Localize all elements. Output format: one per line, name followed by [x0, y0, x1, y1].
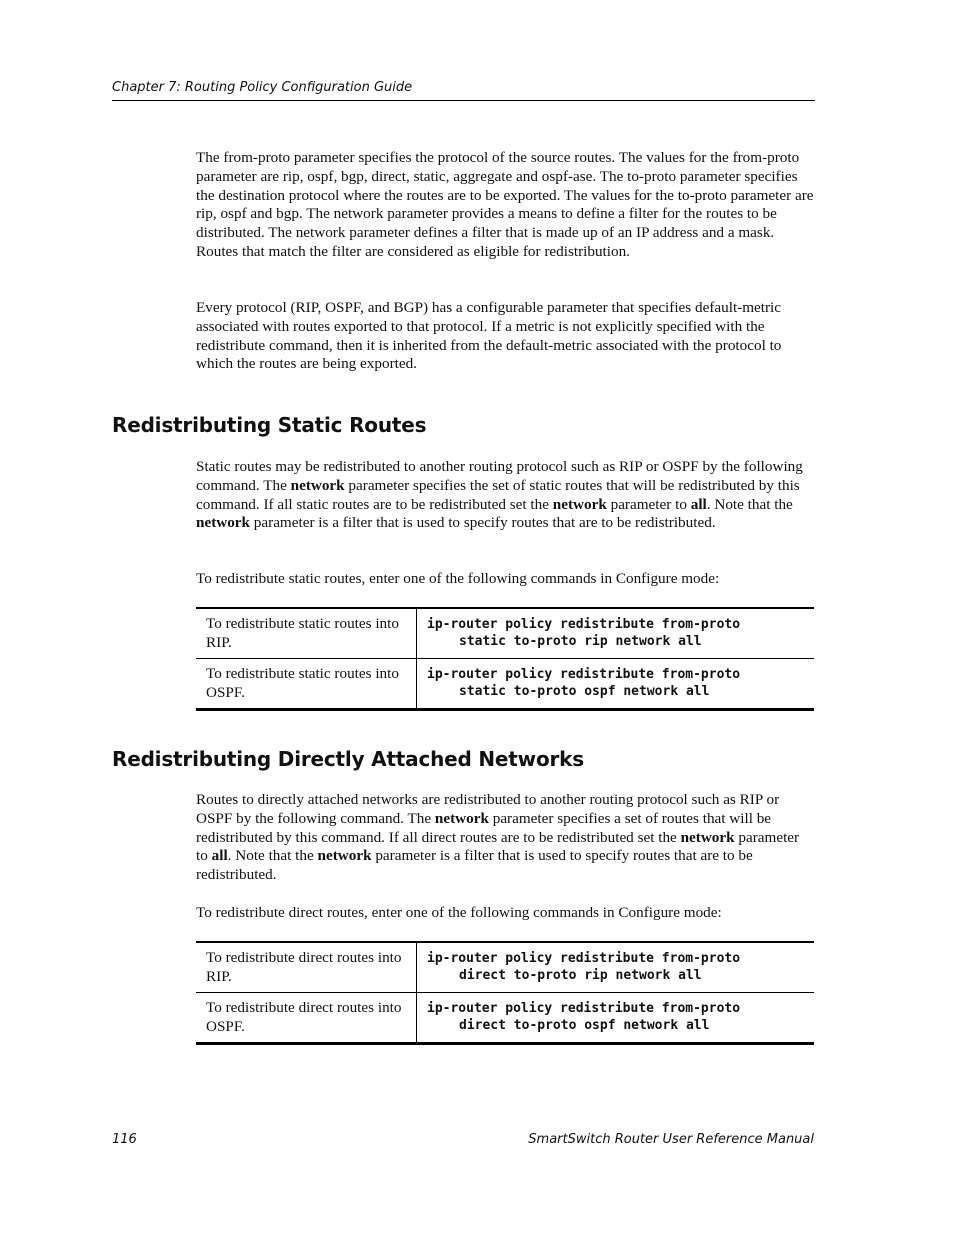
- running-header: Chapter 7: Routing Policy Configuration Guide: [112, 80, 413, 95]
- command-text: ip-router policy redistribute from-proto direct to-proto rip network all: [427, 951, 741, 983]
- table-row: [196, 942, 814, 993]
- section-heading-direct: Redistributing Directly Attached Networks: [112, 747, 584, 771]
- intro-paragraph-1: The from-proto parameter specifies the protocol of the source routes. The values for the from-proto parameter are rip, ospf, bgp, direct, static, aggregate and ospf-ase. The to-proto parameter specifies the destination protocol where the routes are to be exported. The values for the to-proto parameter are rip, ospf and bgp. The network parameter provides a means to define a filter for the routes to be distributed. The network parameter defines a filter that is made up of an IP address and a mask. Routes that match the filter are considered as eligible for redistribution.: [196, 149, 814, 260]
- table-row: [196, 993, 814, 1044]
- table-row: [196, 608, 814, 659]
- command-description: To redistribute direct routes into OSPF.: [196, 993, 417, 1044]
- keyword-network: network: [552, 495, 607, 513]
- keyword-network: network: [196, 514, 250, 532]
- command-description: To redistribute static routes into OSPF.: [196, 659, 417, 710]
- keyword-all: all: [211, 847, 228, 865]
- page-number: 116: [112, 1132, 137, 1147]
- intro-paragraph-2: Every protocol (RIP, OSPF, and BGP) has a configurable parameter that specifies default-metric associated with routes exported to that protocol. If a metric is not explicitly specified with the redistribute command, then it is inherited from the default-metric associated with the protocol to which the routes are being exported.: [196, 299, 782, 373]
- keyword-all: all: [690, 495, 707, 513]
- keyword-network: network: [434, 809, 489, 827]
- static-paragraph-1: Static routes may be redistributed to another routing protocol such as RIP or OSPF by the following command. The network parameter specifies the set of static routes that will be redistributed by this command. If all static routes are to be redistributed set the network parameter to all. Note that the network parameter is a filter that is used to specify routes that are to be redistributed.: [196, 458, 803, 532]
- direct-paragraph-2: To redistribute direct routes, enter one of the following commands in Configure mode:: [196, 904, 722, 921]
- table-row: [196, 659, 814, 710]
- keyword-network: network: [680, 828, 735, 846]
- command-text: ip-router policy redistribute from-proto static to-proto rip network all: [427, 617, 741, 649]
- keyword-network: network: [290, 476, 345, 494]
- command-text: ip-router policy redistribute from-proto direct to-proto ospf network all: [417, 993, 815, 1044]
- header-rule: [112, 100, 815, 101]
- static-routes-command-table: [196, 607, 814, 711]
- section-heading-static: Redistributing Static Routes: [112, 413, 427, 437]
- direct-paragraph-1: Routes to directly attached networks are redistributed to another routing protocol such as RIP or OSPF by the following command. The network parameter specifies a set of routes that will be redistributed by this command. If all direct routes are to be redistributed set the network parameter to all. Note that the network parameter is a filter that is used to specify routes that are to be redistributed.: [196, 791, 800, 884]
- manual-title: SmartSwitch Router User Reference Manual: [528, 1132, 814, 1147]
- static-paragraph-2: To redistribute static routes, enter one of the following commands in Configure mode:: [196, 570, 720, 587]
- command-description: To redistribute static routes into RIP.: [196, 608, 417, 659]
- command-description: To redistribute direct routes into RIP.: [196, 942, 417, 993]
- command-text: ip-router policy redistribute from-proto static to-proto ospf network all: [417, 659, 815, 710]
- direct-routes-command-table: [196, 941, 814, 1045]
- keyword-network: network: [317, 847, 372, 865]
